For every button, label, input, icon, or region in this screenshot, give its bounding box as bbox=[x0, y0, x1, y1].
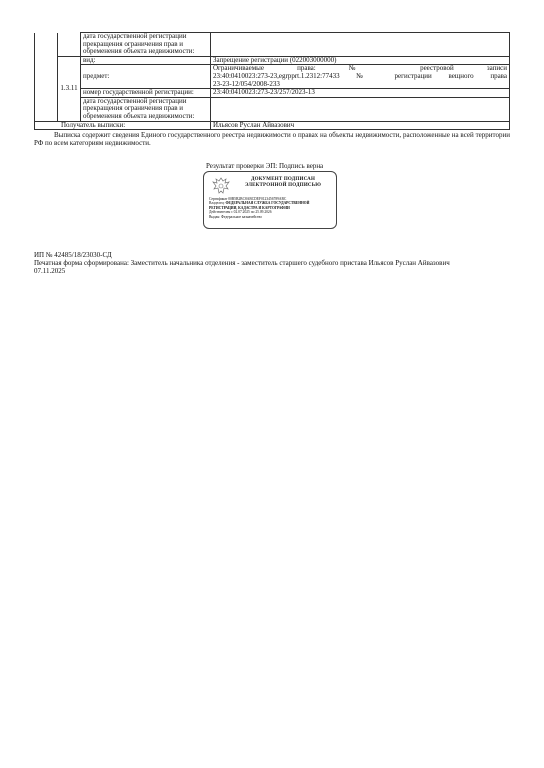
recipient-value: Ильясов Руслан Айвазович bbox=[211, 121, 510, 130]
stop-date-value bbox=[211, 97, 510, 121]
eagle-emblem-icon bbox=[210, 176, 232, 196]
stop-date-label: дата государственной регистрации прекращения ограничения прав и обременения объекта недвижимости: bbox=[81, 33, 211, 57]
signature-stamp bbox=[203, 171, 337, 229]
table-row bbox=[35, 121, 510, 130]
section-number: 1.3.11 bbox=[58, 56, 81, 121]
stop-date-label: дата государственной регистрации прекращения ограничения прав и обременения объекта недвижимости: bbox=[81, 97, 211, 121]
owner-line: Владелец: ФЕДЕРАЛЬНАЯ СЛУЖБА ГОСУДАРСТВЕННОЙ РЕГИСТРАЦИИ, КАДАСТРА И КАРТОГРАФИИ bbox=[209, 201, 310, 210]
regnum-value: 23:40:0410023:273-23/257/2023-13 bbox=[211, 89, 510, 98]
subject-line: 23:40:0410023:273-23,egrpprt.1.2312:77433 № регистрации вещного права bbox=[213, 71, 507, 80]
kind-label: вид: bbox=[81, 56, 211, 65]
table-row bbox=[35, 89, 510, 98]
print-form-line: Печатная форма сформирована: Заместитель начальника отделения - заместитель старшего судебного пристава Ильясов Руслан Айвазович bbox=[34, 259, 450, 267]
subject-line: Ограничиваемые права: № реестровой записи bbox=[213, 64, 507, 73]
registry-table bbox=[34, 32, 510, 130]
kind-value: Запрещение регистрации (022003000000) bbox=[211, 56, 510, 65]
table-row bbox=[35, 97, 510, 121]
subject-label: предмет: bbox=[81, 65, 211, 89]
print-date: 07.11.2025 bbox=[34, 267, 66, 275]
stamp-heading: ДОКУМЕНТ ПОДПИСАН ЭЛЕКТРОННОЙ ПОДПИСЬЮ bbox=[244, 177, 322, 188]
recipient-label: Получатель выписки: bbox=[35, 121, 211, 130]
subject-value bbox=[211, 65, 510, 89]
ip-number: ИП № 42485/18/23030-СД bbox=[34, 251, 112, 259]
regnum-label: номер государственной регистрации: bbox=[81, 89, 211, 98]
cert-line: Сертификат 00B5B2BC8ABCDEF0123456789ABC bbox=[209, 197, 287, 201]
valid-line: Действителен с 02.07.2025 по 25.09.2026 bbox=[209, 210, 272, 215]
table-row bbox=[35, 33, 510, 57]
stop-date-value bbox=[211, 33, 510, 57]
extract-note: Выписка содержит сведения Единого государственного реестра недвижимости о правах на объекты недвижимости, расположенные на всей территории РФ по всем категориям недвижимости. bbox=[34, 131, 510, 147]
subject-line: 23-23-12/054/2008-233 bbox=[213, 79, 280, 88]
issuer-line: Выдан: Федеральное казначейство bbox=[209, 214, 263, 219]
stamp-details bbox=[209, 197, 333, 219]
signature-check-title: Результат проверки ЭП: Подпись верна bbox=[206, 162, 324, 170]
table-row bbox=[35, 65, 510, 89]
